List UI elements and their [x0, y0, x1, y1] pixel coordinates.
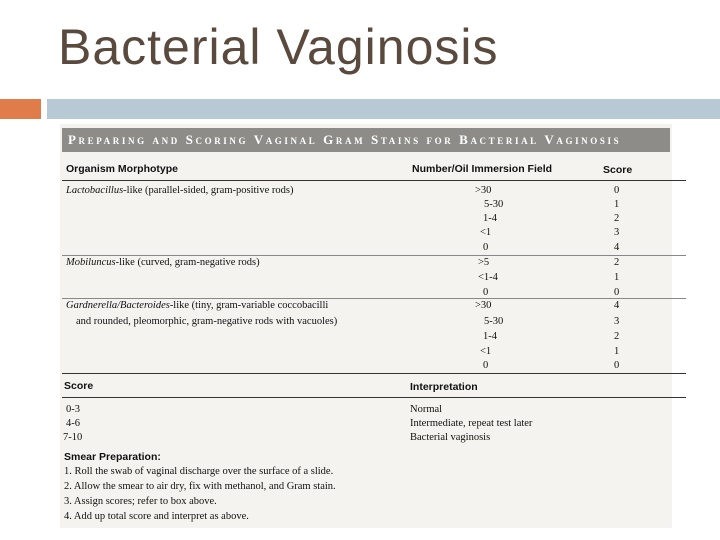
interp-text-cell: Bacterial vaginosis: [410, 432, 491, 443]
scanned-table-image: [60, 124, 672, 528]
number-cell: 1-4: [483, 331, 497, 342]
organism-description: -like (curved, gram-negative rods): [115, 257, 260, 268]
score-cell: 2: [614, 331, 620, 342]
organism-lactobacillus: [66, 185, 293, 196]
section-rule: [62, 373, 686, 374]
score-cell: 4: [614, 242, 620, 253]
number-cell: 5-30: [484, 316, 504, 327]
interp-text-cell: Normal: [410, 404, 443, 415]
organism-gardnerella: [66, 300, 328, 311]
slide-title: Bacterial Vaginosis: [58, 19, 499, 75]
number-cell: 0: [483, 242, 489, 253]
header-interp-score: Score: [64, 380, 94, 392]
header-number: Number/Oil Immersion Field: [412, 163, 553, 175]
number-cell: >30: [475, 185, 492, 196]
number-cell: 0: [483, 287, 489, 298]
score-cell: 4: [614, 300, 620, 311]
interp-score-cell: 0-3: [66, 404, 80, 415]
score-cell: 2: [614, 213, 620, 224]
header-rule: [62, 180, 686, 181]
score-cell: 3: [614, 316, 620, 327]
smear-step: 4. Add up total score and interpret as above.: [64, 511, 249, 522]
score-cell: 2: [614, 257, 620, 268]
organism-name: Mobiluncus: [66, 257, 116, 268]
number-cell: >30: [475, 300, 492, 311]
score-cell: 0: [614, 185, 620, 196]
interp-score-cell: 4-6: [66, 418, 80, 429]
interp-rule: [62, 397, 686, 398]
group-rule: [62, 298, 686, 299]
organism-mobiluncus: [66, 257, 260, 268]
title-accent-bar: [47, 99, 720, 119]
score-cell: 1: [614, 272, 620, 283]
smear-step: 3. Assign scores; refer to box above.: [64, 496, 217, 507]
score-cell: 3: [614, 227, 620, 238]
table-banner: Preparing and Scoring Vaginal Gram Stains for Bacterial Vaginosis: [62, 128, 670, 152]
smear-step: 2. Allow the smear to air dry, fix with methanol, and Gram stain.: [64, 481, 336, 492]
score-cell: 0: [614, 360, 620, 371]
score-cell: 0: [614, 287, 620, 298]
title-accent-square: [0, 99, 41, 119]
organism-name: Gardnerella/Bacteroides: [66, 300, 170, 311]
score-cell: 1: [614, 199, 620, 210]
interp-text-cell: Intermediate, repeat test later: [410, 418, 533, 429]
smear-title: Smear Preparation:: [64, 451, 161, 463]
number-cell: <1: [480, 227, 492, 238]
number-cell: 5-30: [484, 199, 504, 210]
organism-name: Lactobacillus: [66, 185, 124, 196]
header-score: Score: [603, 164, 633, 176]
number-cell: <1: [480, 346, 492, 357]
score-cell: 1: [614, 346, 620, 357]
header-organism: Organism Morphotype: [66, 163, 179, 175]
organism-description: -like (tiny, gram-variable coccobacilli: [169, 300, 329, 311]
group-rule: [62, 255, 686, 256]
smear-step: 1. Roll the swab of vaginal discharge over the surface of a slide.: [64, 466, 334, 477]
number-cell: >5: [478, 257, 490, 268]
organism-description-line2: and rounded, pleomorphic, gram-negative rods with vacuoles): [76, 316, 338, 327]
header-interpretation: Interpretation: [410, 381, 478, 393]
number-cell: <1-4: [478, 272, 498, 283]
organism-description: -like (parallel-sided, gram-positive rods): [123, 185, 294, 196]
number-cell: 0: [483, 360, 489, 371]
number-cell: 1-4: [483, 213, 497, 224]
interp-score-cell: 7-10: [63, 432, 83, 443]
